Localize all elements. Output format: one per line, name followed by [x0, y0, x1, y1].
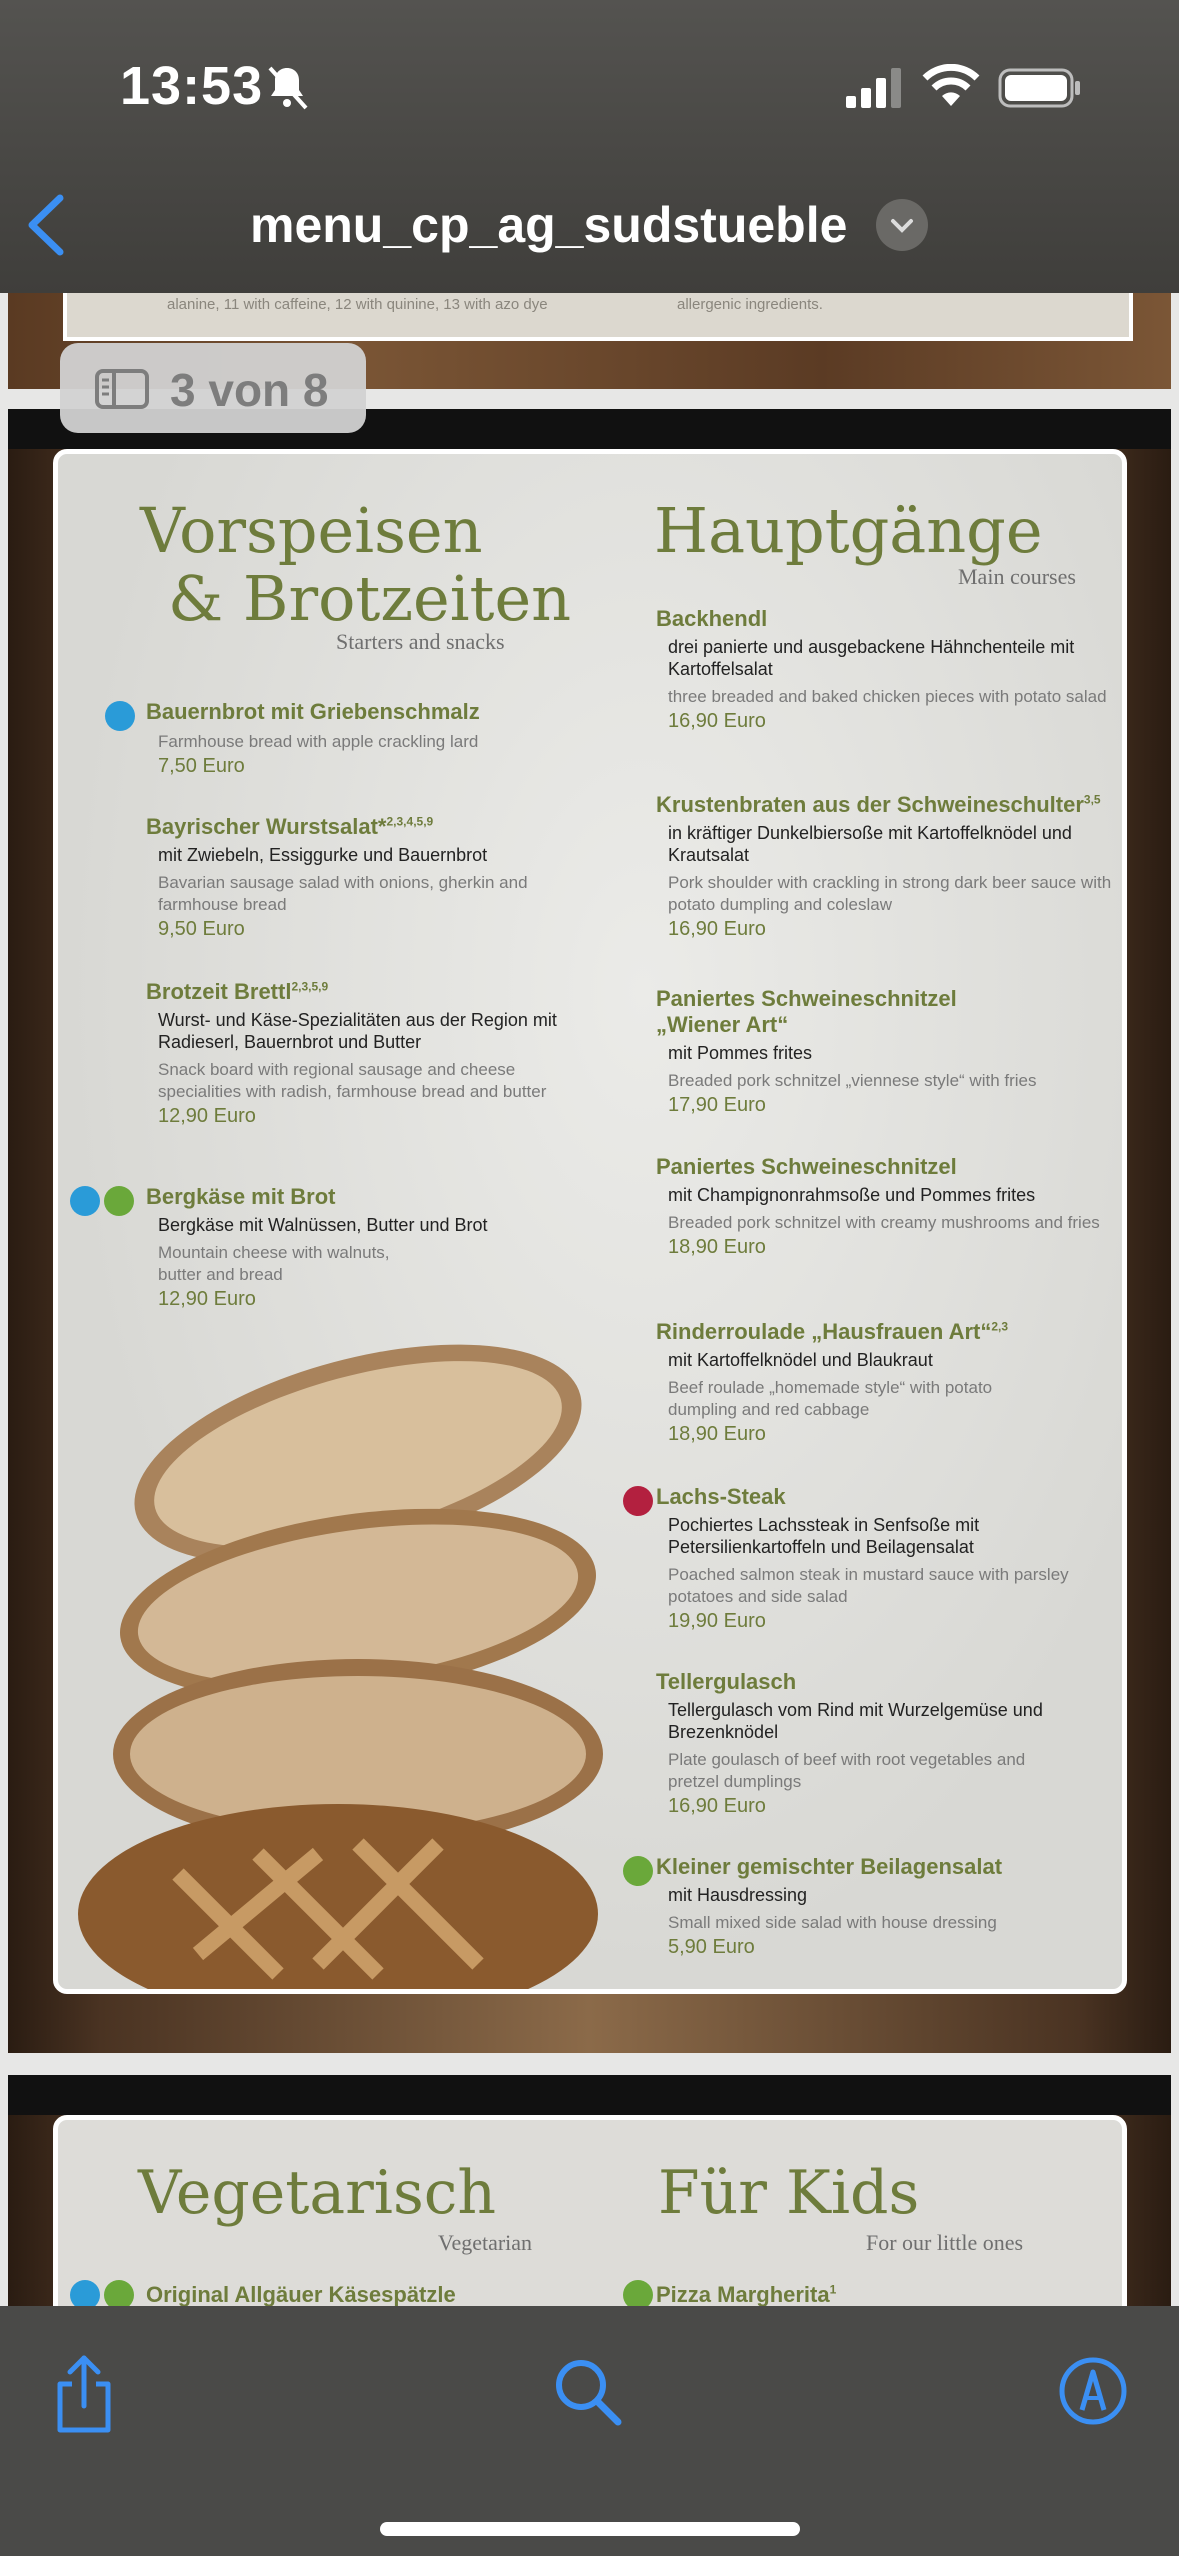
vegetarian-icon	[104, 1186, 134, 1216]
sidebar-icon	[94, 368, 150, 410]
page-3	[8, 409, 1171, 2053]
list-item: Tellergulasch Tellergulasch vom Rind mit Wurzelgemüse und Brezenknödel Plate goulasch of beef with root vegetables and pretzel dumplings 16,90 Euro	[656, 1669, 1043, 1817]
list-item: Brotzeit Brettl$^{2,3,5,9}$ Wurst- und Käse-Spezialitäten aus der Region mit Radieserl, Bauernbrot und Butter Snack board with regional sausage and cheese specialities with radish, farmhouse bread and butter 12,90 Euro	[146, 979, 557, 1127]
bread-illustration	[58, 1334, 618, 1994]
list-item: Paniertes Schweineschnitzel mit Champignonrahmsoße und Pommes frites Breaded pork schnitzel with creamy mushrooms and fries 18,90 Euro	[656, 1154, 1100, 1258]
menu-card	[53, 449, 1127, 1994]
farm-icon	[70, 1186, 100, 1216]
markup-icon[interactable]	[1058, 2356, 1128, 2426]
subheading-kids: For our little ones	[866, 2230, 1024, 2255]
page-indicator[interactable]	[60, 343, 366, 433]
menu-card	[53, 2115, 1127, 2306]
list-item: Bayrischer Wurstsalat*$^{2,3,4,5,9}$ mit Zwiebeln, Essiggurke und Bauernbrot Bavarian sausage salad with onions, gherkin and farmhouse bread 9,50 Euro	[146, 814, 528, 940]
subheading-main-courses: Main courses	[958, 564, 1076, 589]
page-4	[8, 2075, 1171, 2306]
list-item: Bergkäse mit Brot Bergkäse mit Walnüssen, Butter und Brot Mountain cheese with walnuts, butter and bread 12,90 Euro	[146, 1184, 488, 1310]
list-item: Bauernbrot mit Griebenschmalz Farmhouse bread with apple crackling lard 7,50 Euro	[146, 699, 480, 777]
fish-icon	[623, 1486, 653, 1516]
farm-icon	[105, 701, 135, 731]
heading-fuer-kids: Für Kids	[658, 2158, 920, 2228]
list-item: Krustenbraten aus der Schweineschulter$^{3,5}$ in kräftiger Dunkelbiersoße mit Kartoffelknödel und Krautsalat Pork shoulder with crackling in strong dark beer sauce with potato dumpling and coleslaw 16,90 Euro	[656, 792, 1112, 940]
document-title[interactable]: menu_cp_ag_sudstueble	[250, 197, 848, 253]
top-bar	[0, 0, 1179, 293]
status-time: 13:53	[120, 56, 264, 116]
bell-slash-icon	[262, 62, 312, 112]
page-indicator-label: 3 von 8	[170, 364, 329, 416]
bottom-toolbar	[0, 2306, 1179, 2556]
prev-footer-left: alanine, 11 with caffeine, 12 with quinine, 13 with azo dye	[167, 296, 548, 313]
list-item: Rinderroulade „Hausfrauen Art“$^{2,3}$ mit Kartoffelknödel und Blaukraut Beef roulade „homemade style“ with potato dumpling and red cabbage 18,90 Euro	[656, 1319, 1009, 1445]
battery-icon	[998, 68, 1082, 108]
search-icon[interactable]	[552, 2356, 624, 2428]
farm-icon	[70, 2280, 100, 2306]
heading-vorspeisen: Vorspeisen	[140, 494, 483, 567]
wifi-icon	[922, 64, 980, 108]
heading-hauptgaenge: Hauptgänge	[654, 494, 1043, 567]
chevron-down-icon[interactable]	[876, 199, 928, 251]
cellular-icon	[844, 68, 904, 108]
list-item: Paniertes Schweineschnitzel „Wiener Art“ mit Pommes frites Breaded pork schnitzel „viennese style“ with fries 17,90 Euro	[656, 986, 1037, 1116]
heading-brotzeiten: & Brotzeiten	[168, 562, 572, 635]
list-item: Original Allgäuer Käsespätzle	[146, 2282, 456, 2306]
list-item: Backhendl drei panierte und ausgebackene Hähnchenteile mit Kartoffelsalat three breaded and baked chicken pieces with potato salad 16,90 Euro	[656, 606, 1107, 732]
heading-vegetarisch: Vegetarisch	[138, 2158, 497, 2228]
prev-footer-right: allergenic ingredients.	[677, 296, 823, 313]
vegetarian-icon	[623, 2280, 653, 2306]
share-icon[interactable]	[52, 2354, 116, 2434]
list-item: Pizza Margherita$^1$	[656, 2282, 837, 2306]
subheading-starters: Starters and snacks	[336, 629, 505, 654]
list-item: Lachs-Steak Pochiertes Lachssteak in Senfsoße mit Petersilienkartoffeln und Beilagensalat Poached salmon steak in mustard sauce with parsley potatoes and side salad 19,90 Euro	[656, 1484, 1069, 1632]
home-indicator[interactable]	[380, 2522, 800, 2536]
subheading-vegetarian: Vegetarian	[438, 2230, 533, 2255]
list-item: Kleiner gemischter Beilagensalat mit Hausdressing Small mixed side salad with house dressing 5,90 Euro	[656, 1854, 1003, 1958]
vegetarian-icon	[104, 2280, 134, 2306]
back-chevron-icon[interactable]	[24, 192, 68, 258]
vegetarian-icon	[623, 1856, 653, 1886]
pdf-viewer[interactable]	[0, 293, 1179, 2306]
